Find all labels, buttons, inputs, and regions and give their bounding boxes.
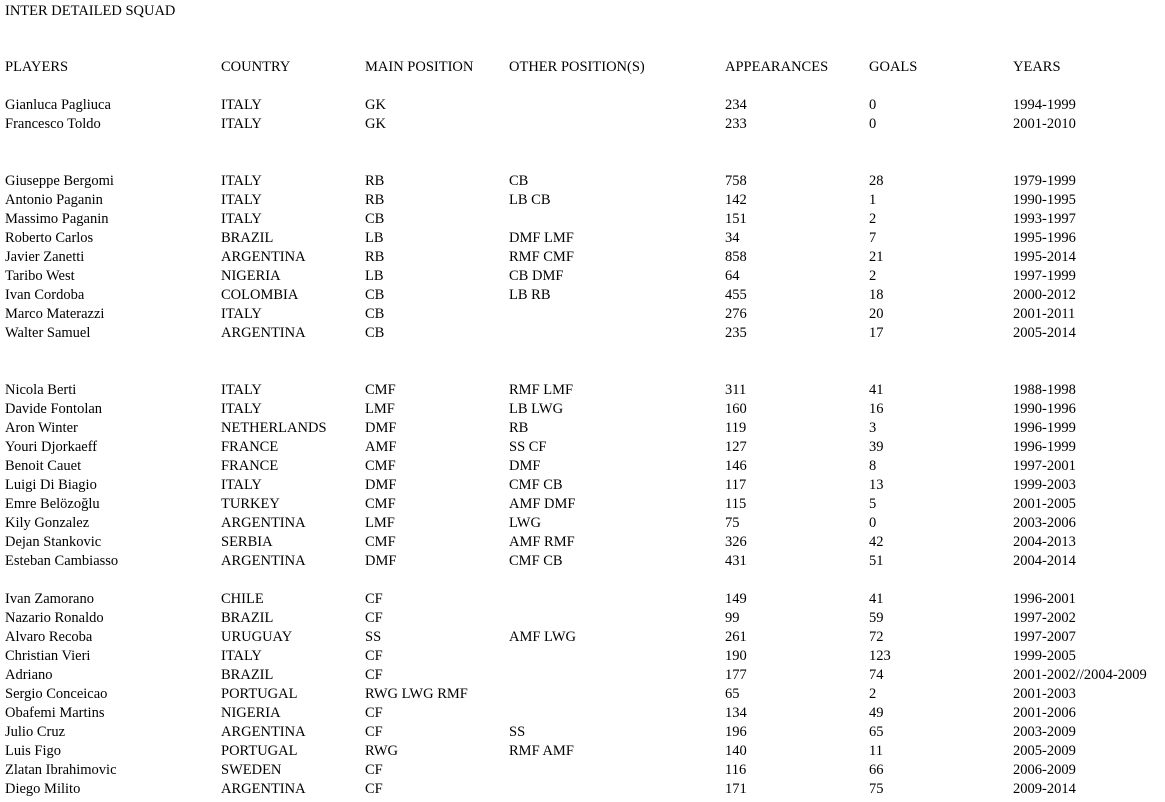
cell-main-position: AMF (365, 439, 397, 455)
cell-appearances: 196 (725, 724, 747, 740)
cell-appearances: 142 (725, 192, 747, 208)
cell-goals: 74 (869, 667, 884, 683)
cell-goals: 7 (869, 230, 877, 246)
cell-years: 2001-2011 (1013, 306, 1076, 322)
cell-main-position: SS (365, 629, 382, 645)
table-row (0, 438, 1165, 457)
table-row (0, 704, 1165, 723)
table-row (0, 590, 1165, 609)
cell-other-positions: LB CB (509, 192, 551, 208)
cell-main-position: LMF (365, 515, 395, 531)
cell-years: 1997-2002 (1013, 610, 1076, 626)
cell-player-name: Aron Winter (5, 420, 78, 436)
cell-country: BRAZIL (221, 667, 274, 683)
cell-goals: 17 (869, 325, 884, 341)
cell-appearances: 116 (725, 762, 747, 778)
page-title: INTER DETAILED SQUAD (5, 3, 176, 19)
cell-country: ARGENTINA (221, 553, 306, 569)
cell-player-name: Marco Materazzi (5, 306, 105, 322)
cell-years: 1993-1997 (1013, 211, 1076, 227)
cell-main-position: CF (365, 648, 383, 664)
cell-goals: 0 (869, 97, 877, 113)
cell-years: 2003-2009 (1013, 724, 1076, 740)
cell-appearances: 858 (725, 249, 747, 265)
cell-goals: 21 (869, 249, 884, 265)
cell-main-position: CB (365, 287, 385, 303)
cell-appearances: 171 (725, 781, 747, 797)
cell-appearances: 190 (725, 648, 747, 664)
cell-player-name: Nicola Berti (5, 382, 77, 398)
table-row (0, 647, 1165, 666)
cell-appearances: 758 (725, 173, 747, 189)
cell-other-positions: CMF CB (509, 553, 563, 569)
cell-main-position: RWG LWG RMF (365, 686, 468, 702)
cell-appearances: 311 (725, 382, 747, 398)
cell-years: 1995-1996 (1013, 230, 1076, 246)
cell-appearances: 134 (725, 705, 747, 721)
cell-appearances: 177 (725, 667, 747, 683)
cell-country: ITALY (221, 97, 262, 113)
cell-years: 2001-2003 (1013, 686, 1076, 702)
cell-main-position: LMF (365, 401, 395, 417)
cell-player-name: Alvaro Recoba (5, 629, 93, 645)
cell-player-name: Davide Fontolan (5, 401, 103, 417)
cell-appearances: 149 (725, 591, 747, 607)
table-row (0, 229, 1165, 248)
table-row (0, 514, 1165, 533)
cell-other-positions: RMF CMF (509, 249, 574, 265)
cell-other-positions: AMF RMF (509, 534, 575, 550)
cell-goals: 3 (869, 420, 877, 436)
cell-years: 1996-1999 (1013, 439, 1076, 455)
cell-goals: 13 (869, 477, 884, 493)
cell-goals: 123 (869, 648, 891, 664)
cell-country: FRANCE (221, 458, 279, 474)
cell-appearances: 455 (725, 287, 747, 303)
table-row (0, 666, 1165, 685)
cell-other-positions: DMF (509, 458, 541, 474)
cell-goals: 41 (869, 382, 884, 398)
table-row (0, 685, 1165, 704)
cell-other-positions: LB LWG (509, 401, 564, 417)
cell-appearances: 233 (725, 116, 747, 132)
cell-goals: 41 (869, 591, 884, 607)
header-country: COUNTRY (221, 59, 291, 75)
table-header (0, 58, 1165, 77)
table-row (0, 286, 1165, 305)
cell-main-position: CMF (365, 496, 396, 512)
cell-goals: 2 (869, 268, 877, 284)
cell-appearances: 160 (725, 401, 747, 417)
table-row (0, 723, 1165, 742)
cell-years: 1997-2007 (1013, 629, 1076, 645)
cell-player-name: Roberto Carlos (5, 230, 94, 246)
cell-country: PORTUGAL (221, 686, 298, 702)
cell-country: ITALY (221, 477, 262, 493)
cell-main-position: DMF (365, 420, 397, 436)
cell-appearances: 65 (725, 686, 740, 702)
cell-player-name: Javier Zanetti (5, 249, 85, 265)
cell-country: BRAZIL (221, 610, 274, 626)
cell-main-position: RB (365, 173, 385, 189)
table-row (0, 780, 1165, 799)
cell-country: ARGENTINA (221, 515, 306, 531)
table-row (0, 172, 1165, 191)
cell-country: PORTUGAL (221, 743, 298, 759)
cell-appearances: 64 (725, 268, 740, 284)
cell-goals: 2 (869, 686, 877, 702)
table-row (0, 248, 1165, 267)
table-row (0, 457, 1165, 476)
table-row (0, 495, 1165, 514)
cell-other-positions: CB DMF (509, 268, 564, 284)
cell-player-name: Christian Vieri (5, 648, 91, 664)
cell-other-positions: DMF LMF (509, 230, 574, 246)
cell-country: ARGENTINA (221, 781, 306, 797)
table-row (0, 609, 1165, 628)
cell-goals: 59 (869, 610, 884, 626)
cell-appearances: 326 (725, 534, 747, 550)
table-row (0, 628, 1165, 647)
cell-appearances: 146 (725, 458, 747, 474)
table-row (0, 267, 1165, 286)
cell-player-name: Antonio Paganin (5, 192, 103, 208)
cell-years: 1997-1999 (1013, 268, 1076, 284)
cell-goals: 0 (869, 116, 877, 132)
cell-main-position: CF (365, 667, 383, 683)
table-row (0, 476, 1165, 495)
table-row (0, 400, 1165, 419)
table-row (0, 210, 1165, 229)
cell-player-name: Kily Gonzalez (5, 515, 90, 531)
cell-years: 2001-2005 (1013, 496, 1076, 512)
cell-other-positions: AMF DMF (509, 496, 576, 512)
cell-main-position: CMF (365, 382, 396, 398)
cell-player-name: Walter Samuel (5, 325, 91, 341)
cell-other-positions: RMF AMF (509, 743, 574, 759)
cell-player-name: Ivan Cordoba (5, 287, 85, 303)
cell-appearances: 99 (725, 610, 740, 626)
cell-appearances: 261 (725, 629, 747, 645)
table-row (0, 761, 1165, 780)
cell-player-name: Francesco Toldo (5, 116, 101, 132)
cell-player-name: Adriano (5, 667, 53, 683)
table-row (0, 305, 1165, 324)
cell-years: 1990-1995 (1013, 192, 1076, 208)
cell-appearances: 127 (725, 439, 747, 455)
cell-appearances: 234 (725, 97, 747, 113)
cell-main-position: LB (365, 230, 384, 246)
cell-main-position: CF (365, 762, 383, 778)
cell-country: ARGENTINA (221, 325, 306, 341)
table-row (0, 742, 1165, 761)
cell-years: 1999-2003 (1013, 477, 1076, 493)
cell-country: NETHERLANDS (221, 420, 327, 436)
cell-goals: 11 (869, 743, 883, 759)
cell-main-position: DMF (365, 553, 397, 569)
cell-player-name: Zlatan Ibrahimovic (5, 762, 117, 778)
cell-years: 2000-2012 (1013, 287, 1076, 303)
cell-other-positions: CMF CB (509, 477, 563, 493)
cell-country: ITALY (221, 306, 262, 322)
cell-player-name: Massimo Paganin (5, 211, 109, 227)
cell-player-name: Giuseppe Bergomi (5, 173, 114, 189)
cell-main-position: LB (365, 268, 384, 284)
cell-appearances: 115 (725, 496, 747, 512)
cell-appearances: 276 (725, 306, 747, 322)
cell-years: 1995-2014 (1013, 249, 1076, 265)
cell-years: 2001-2002//2004-2009 (1013, 667, 1147, 683)
cell-country: ITALY (221, 382, 262, 398)
header-other-positions: OTHER POSITION(S) (509, 59, 645, 75)
cell-other-positions: SS CF (509, 439, 547, 455)
cell-goals: 65 (869, 724, 884, 740)
cell-main-position: CB (365, 211, 385, 227)
cell-main-position: CB (365, 306, 385, 322)
cell-years: 2001-2006 (1013, 705, 1076, 721)
cell-country: ITALY (221, 211, 262, 227)
cell-main-position: RB (365, 192, 385, 208)
cell-main-position: RB (365, 249, 385, 265)
cell-appearances: 119 (725, 420, 747, 436)
cell-country: ARGENTINA (221, 724, 306, 740)
cell-goals: 39 (869, 439, 884, 455)
cell-goals: 16 (869, 401, 884, 417)
cell-main-position: CF (365, 591, 383, 607)
cell-main-position: CF (365, 781, 383, 797)
cell-main-position: GK (365, 97, 386, 113)
cell-player-name: Nazario Ronaldo (5, 610, 104, 626)
cell-years: 2004-2013 (1013, 534, 1076, 550)
cell-years: 2009-2014 (1013, 781, 1076, 797)
cell-years: 2005-2009 (1013, 743, 1076, 759)
table-row (0, 191, 1165, 210)
cell-country: ITALY (221, 648, 262, 664)
cell-country: ITALY (221, 401, 262, 417)
cell-appearances: 75 (725, 515, 740, 531)
cell-goals: 42 (869, 534, 884, 550)
cell-goals: 8 (869, 458, 877, 474)
cell-years: 1999-2005 (1013, 648, 1076, 664)
cell-other-positions: RB (509, 420, 529, 436)
cell-main-position: GK (365, 116, 386, 132)
cell-goals: 2 (869, 211, 877, 227)
cell-years: 2005-2014 (1013, 325, 1076, 341)
cell-main-position: RWG (365, 743, 399, 759)
cell-country: FRANCE (221, 439, 279, 455)
cell-other-positions: RMF LMF (509, 382, 574, 398)
cell-main-position: CMF (365, 534, 396, 550)
cell-country: ITALY (221, 192, 262, 208)
table-row (0, 324, 1165, 343)
cell-player-name: Youri Djorkaeff (5, 439, 98, 455)
table-row (0, 115, 1165, 134)
cell-country: TURKEY (221, 496, 280, 512)
cell-years: 2003-2006 (1013, 515, 1076, 531)
cell-player-name: Esteban Cambiasso (5, 553, 119, 569)
cell-country: ITALY (221, 173, 262, 189)
cell-player-name: Emre Belözoğlu (5, 496, 100, 512)
cell-country: NIGERIA (221, 705, 281, 721)
header-players: PLAYERS (5, 59, 69, 75)
cell-main-position: CF (365, 705, 383, 721)
cell-years: 2001-2010 (1013, 116, 1076, 132)
cell-appearances: 140 (725, 743, 747, 759)
cell-goals: 49 (869, 705, 884, 721)
cell-goals: 28 (869, 173, 884, 189)
cell-other-positions: SS (509, 724, 526, 740)
cell-player-name: Luis Figo (5, 743, 61, 759)
cell-appearances: 431 (725, 553, 747, 569)
cell-country: ITALY (221, 116, 262, 132)
table-row (0, 419, 1165, 438)
table-row (0, 96, 1165, 115)
cell-main-position: CF (365, 724, 383, 740)
cell-appearances: 151 (725, 211, 747, 227)
cell-goals: 66 (869, 762, 884, 778)
header-appearances: APPEARANCES (725, 59, 829, 75)
cell-player-name: Ivan Zamorano (5, 591, 94, 607)
cell-other-positions: AMF LWG (509, 629, 576, 645)
cell-years: 2006-2009 (1013, 762, 1076, 778)
cell-goals: 18 (869, 287, 884, 303)
table-row (0, 381, 1165, 400)
cell-country: CHILE (221, 591, 264, 607)
cell-country: NIGERIA (221, 268, 281, 284)
cell-appearances: 235 (725, 325, 747, 341)
cell-other-positions: LWG (509, 515, 541, 531)
cell-appearances: 117 (725, 477, 747, 493)
cell-player-name: Dejan Stankovic (5, 534, 102, 550)
cell-country: SWEDEN (221, 762, 282, 778)
cell-player-name: Sergio Conceicao (5, 686, 108, 702)
cell-years: 1979-1999 (1013, 173, 1076, 189)
cell-goals: 20 (869, 306, 884, 322)
cell-player-name: Obafemi Martins (5, 705, 105, 721)
cell-goals: 5 (869, 496, 877, 512)
cell-main-position: DMF (365, 477, 397, 493)
cell-player-name: Diego Milito (5, 781, 81, 797)
cell-goals: 1 (869, 192, 877, 208)
cell-country: ARGENTINA (221, 249, 306, 265)
header-main-position: MAIN POSITION (365, 59, 474, 75)
cell-country: URUGUAY (221, 629, 293, 645)
cell-main-position: CF (365, 610, 383, 626)
header-years: YEARS (1013, 59, 1061, 75)
cell-player-name: Luigi Di Biagio (5, 477, 97, 493)
cell-years: 1996-1999 (1013, 420, 1076, 436)
cell-years: 1994-1999 (1013, 97, 1076, 113)
cell-country: COLOMBIA (221, 287, 299, 303)
cell-goals: 51 (869, 553, 884, 569)
cell-player-name: Taribo West (5, 268, 75, 284)
cell-appearances: 34 (725, 230, 740, 246)
table-row (0, 552, 1165, 571)
cell-main-position: CMF (365, 458, 396, 474)
cell-other-positions: CB (509, 173, 529, 189)
cell-country: BRAZIL (221, 230, 274, 246)
cell-years: 2004-2014 (1013, 553, 1076, 569)
header-goals: GOALS (869, 59, 918, 75)
cell-years: 1990-1996 (1013, 401, 1076, 417)
cell-main-position: CB (365, 325, 385, 341)
cell-player-name: Benoit Cauet (5, 458, 82, 474)
cell-goals: 72 (869, 629, 884, 645)
cell-other-positions: LB RB (509, 287, 551, 303)
table-row (0, 533, 1165, 552)
cell-years: 1997-2001 (1013, 458, 1076, 474)
cell-goals: 75 (869, 781, 884, 797)
cell-years: 1996-2001 (1013, 591, 1076, 607)
cell-player-name: Julio Cruz (5, 724, 66, 740)
cell-goals: 0 (869, 515, 877, 531)
cell-country: SERBIA (221, 534, 273, 550)
cell-years: 1988-1998 (1013, 382, 1076, 398)
cell-player-name: Gianluca Pagliuca (5, 97, 111, 113)
